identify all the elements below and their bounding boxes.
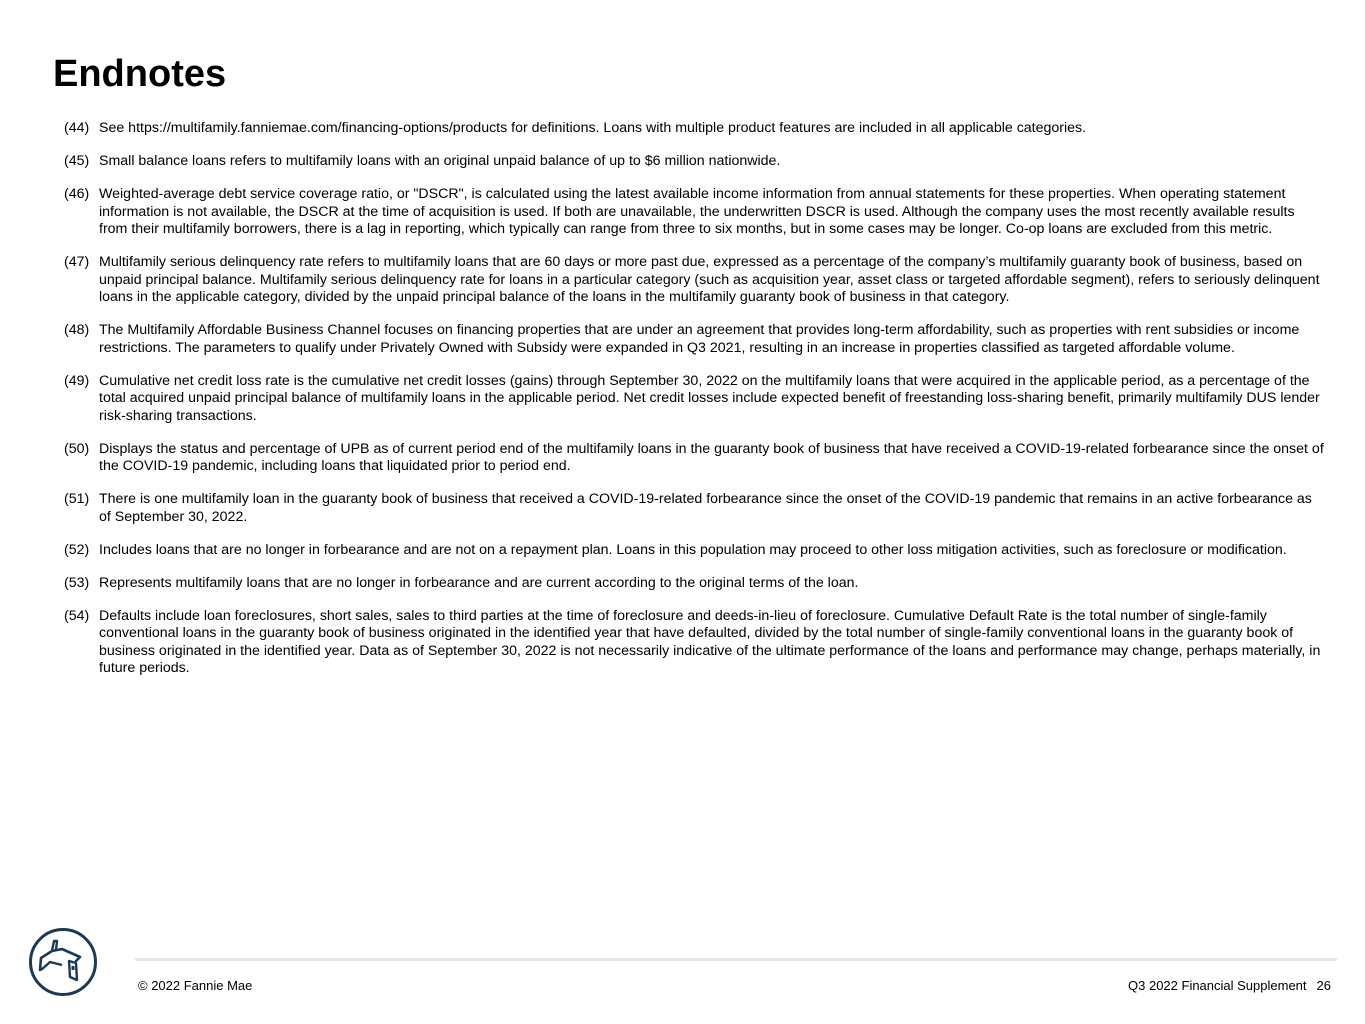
endnote-text: There is one multifamily loan in the guaranty book of business that received a COVID-19-related forbearance since the onset of the COVID-19 pandemic that remains in an active forbearance as of September 30, 2022. xyxy=(99,491,1312,525)
endnote-text: Weighted-average debt service coverage ratio, or "DSCR", is calculated using the latest available income information from annual statements for these properties. When operating statement information is not available, the DSCR at the time of acquisition is used. If both are unavailable, the underwritten DSCR is used. Although the company uses the most recently available results from their multifamily borrowers, there is a lag in reporting, which typically can range from three to six months, but in some cases may be longer. Co-op loans are excluded from this metric. xyxy=(99,186,1295,237)
endnote-text: Multifamily serious delinquency rate refers to multifamily loans that are 60 days or more past due, expressed as a percentage of the company’s multifamily guaranty book of business, based on unpaid principal balance. Multifamily serious delinquency rate for loans in a particular category (such as acquisition year, asset class or targeted affordable segment), refers to seriously delinquent loans in the applicable category, divided by the unpaid principal balance of the loans in the multifamily guaranty book of business in that category. xyxy=(99,254,1320,305)
endnote-number: (52) xyxy=(64,541,90,558)
fannie-mae-house-logo-icon xyxy=(28,927,98,997)
endnote-item xyxy=(64,575,1324,593)
endnotes-list xyxy=(64,120,1324,693)
document-name: Q3 2022 Financial Supplement xyxy=(1128,978,1307,993)
endnote-item xyxy=(64,254,1324,307)
endnote-text: Small balance loans refers to multifamily loans with an original unpaid balance of up to $6 million nationwide. xyxy=(99,153,781,169)
endnote-text: Displays the status and percentage of UPB as of current period end of the multifamily loans in the guaranty book of business that have received a COVID-19-related forbearance since the onset of the COVID-19 pandemic, including loans that liquidated prior to period end. xyxy=(99,440,1324,474)
endnote-item xyxy=(64,373,1324,426)
endnote-item xyxy=(64,186,1324,239)
copyright-text: © 2022 Fannie Mae xyxy=(138,978,253,993)
endnote-text: The Multifamily Affordable Business Channel focuses on financing properties that are under an agreement that provides long-term affordability, such as properties with rent subsidies or income restrictions. The parameters to qualify under Privately Owned with Subsidy were expanded in Q3 2021, resulting in an increase in properties classified as targeted affordable volume. xyxy=(99,322,1300,356)
endnote-item xyxy=(64,542,1324,560)
page-number: 26 xyxy=(1316,978,1331,993)
endnote-item xyxy=(64,120,1324,138)
footer-divider xyxy=(135,958,1337,961)
endnote-text: See https://multifamily.fanniemae.com/financing-options/products for definitions. Loans with multiple product features are included in all applicable categories. xyxy=(99,120,1087,136)
endnote-item xyxy=(64,608,1324,678)
endnote-item xyxy=(64,153,1324,171)
endnote-text: Cumulative net credit loss rate is the cumulative net credit losses (gains) through September 30, 2022 on the multifamily loans that were acquired in the applicable period, as a percentage of the total acquired unpaid principal balance of multifamily loans in the applicable period. Net credit losses include expected benefit of freestanding loss-sharing benefit, primarily multifamily DUS lender risk-sharing transactions. xyxy=(99,372,1320,424)
endnote-number: (49) xyxy=(64,372,90,389)
endnote-number: (45) xyxy=(64,153,90,169)
footer-document-info xyxy=(1128,978,1331,994)
endnote-number: (54) xyxy=(64,607,90,624)
endnote-text: Defaults include loan foreclosures, short sales, sales to third parties at the time of foreclosure and deeds-in-lieu of foreclosure. Cumulative Default Rate is the total number of single-family conventional loans in the guaranty book of business originated in the identified year that have defaulted, divided by the total number of single-family conventional loans in the guaranty book of business originated in the identified year. Data as of September 30, 2022 is not necessarily indicative of the ultimate performance of the loans and performance may change, perhaps materially, in future periods. xyxy=(99,607,1321,676)
endnote-number: (46) xyxy=(64,186,90,202)
endnote-number: (47) xyxy=(64,254,90,270)
endnote-text: Represents multifamily loans that are no longer in forbearance and are current according to the original terms of the loan. xyxy=(99,574,859,591)
endnote-number: (48) xyxy=(64,322,90,338)
endnote-item xyxy=(64,322,1324,357)
endnote-item xyxy=(64,491,1324,526)
endnote-number: (44) xyxy=(64,120,90,136)
endnote-number: (50) xyxy=(64,440,90,457)
endnote-number: (53) xyxy=(64,574,90,591)
endnote-text: Includes loans that are no longer in forbearance and are not on a repayment plan. Loans in this population may proceed to other loss mitigation activities, such as foreclosure or modification. xyxy=(99,541,1287,558)
endnote-number: (51) xyxy=(64,491,90,507)
page-title: Endnotes xyxy=(53,53,227,95)
endnote-item xyxy=(64,441,1324,476)
